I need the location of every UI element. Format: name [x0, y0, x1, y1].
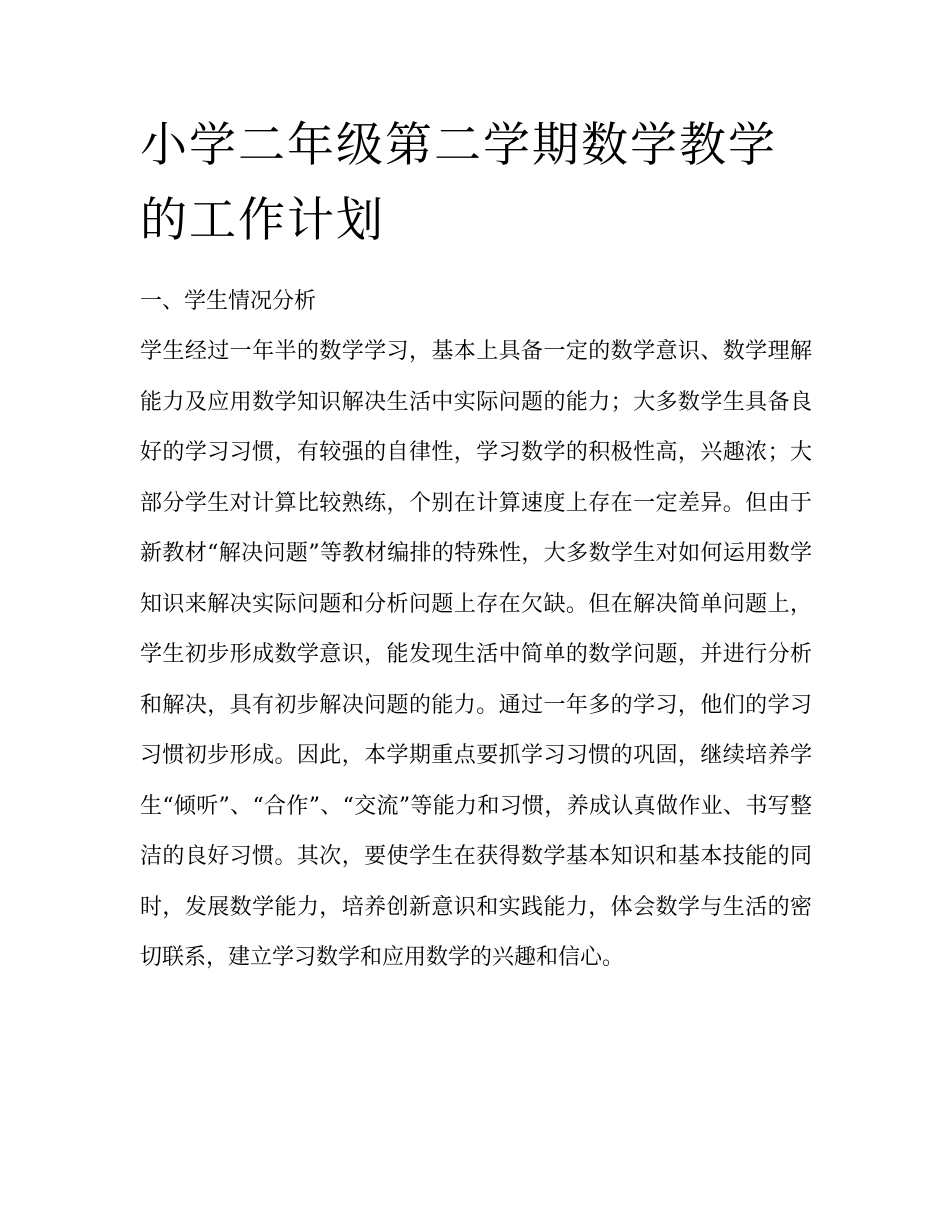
document-content	[140, 108, 812, 984]
document-title: 小学二年级第二学期数学教学的工作计划	[140, 118, 777, 248]
section-heading: 一、学生情况分析	[140, 289, 317, 314]
section-paragraph: 学生经过一年半的数学学习，基本上具备一定的数学意识、数学理解能力及应用数学知识解决生活中实际问题的能力；大多数学生具备良好的学习习惯，有较强的自律性，学习数学的积极性高，兴趣浓；大部分学生对计算比较熟练，个别在计算速度上存在一定差异。但由于新教材“解决问题”等教材编排的特殊性，大多数学生对如何运用数学知识来解决实际问题和分析问题上存在欠缺。但在解决简单问题上，学生初步形成数学意识，能发现生活中简单的数学问题，并进行分析和解决，具有初步解决问题的能力。通过一年多的学习，他们的学习习惯初步形成。因此，本学期重点要抓学习习惯的巩固，继续培养学生“倾听”、“合作”、“交流”等能力和习惯，养成认真做作业、书写整洁的良好习惯。其次，要使学生在获得数学基本知识和基本技能的同时，发展数学能力，培养创新意识和实践能力，体会数学与生活的密切联系，建立学习数学和应用数学的兴趣和信心。	[140, 339, 812, 970]
